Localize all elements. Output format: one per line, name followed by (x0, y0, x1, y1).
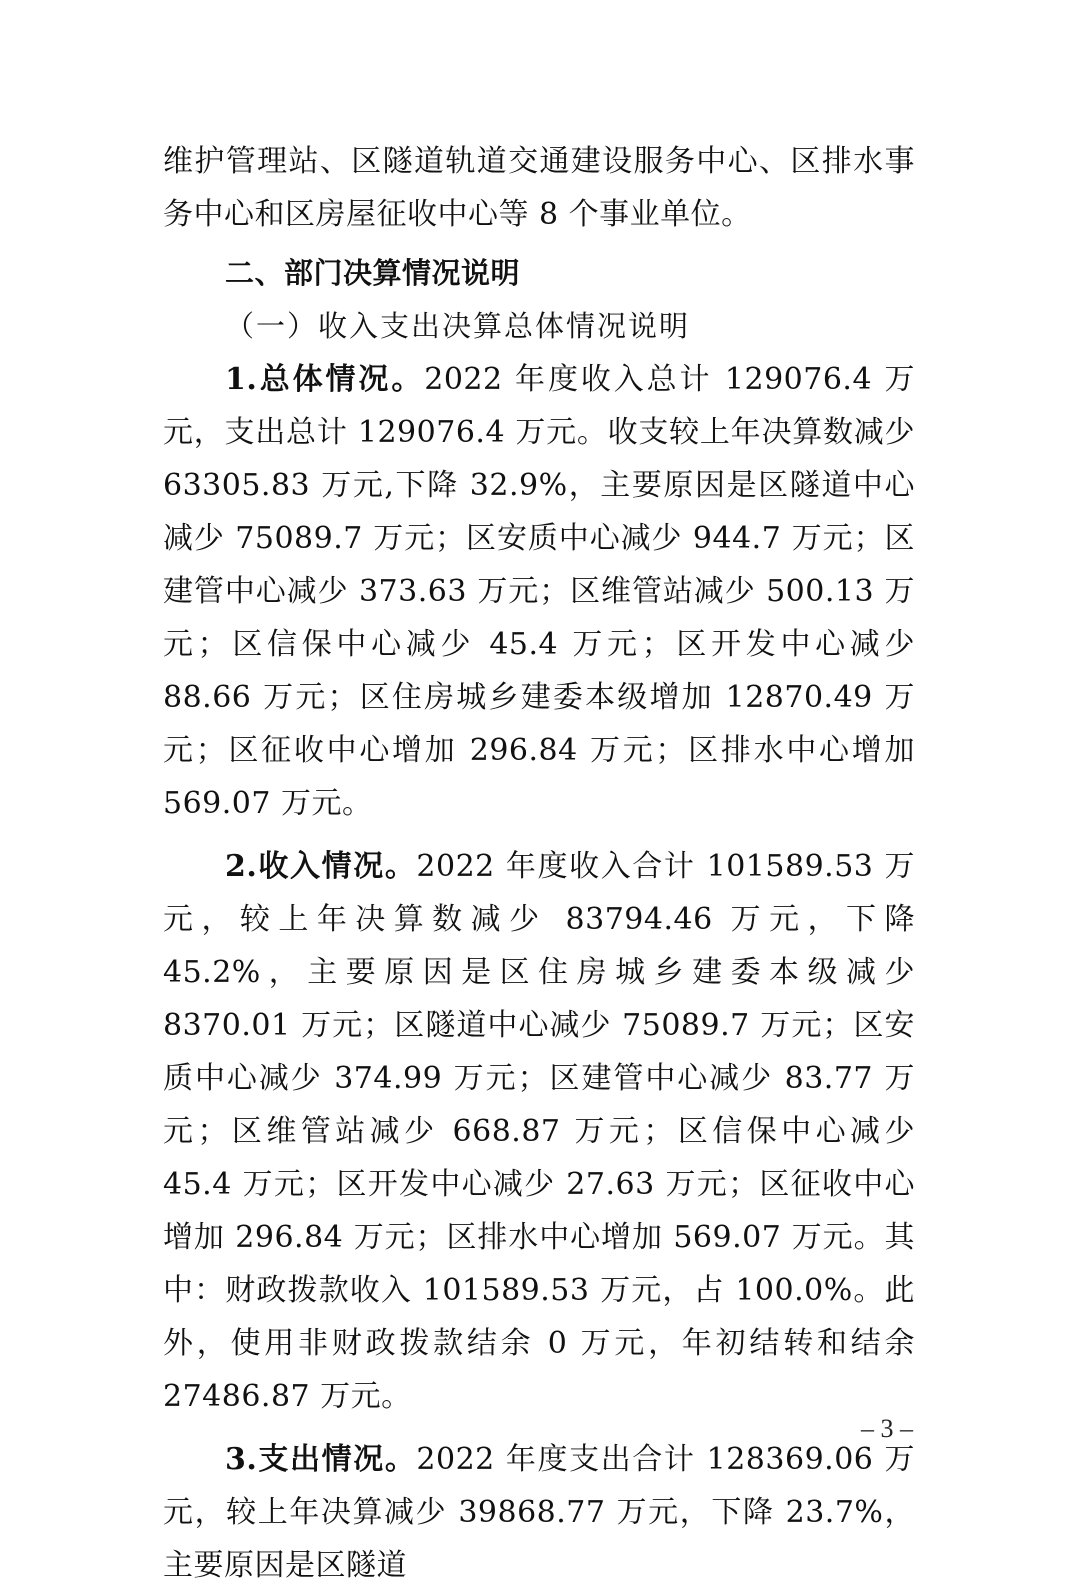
section-heading: 二、部门决算情况说明 (225, 256, 521, 290)
document-body (163, 135, 915, 1592)
continuation-paragraph: 维护管理站、区隧道轨道交通建设服务中心、区排水事务中心和区房屋征收中心等 8 个事业单位。 (163, 144, 915, 232)
overall-situation-text: 2022 年度收入总计 129076.4 万元，支出总计 129076.4 万元。收支较上年决算数减少 63305.83 万元,下降 32.9%，主要原因是区隧道中心减少 75089.7 万元；区安质中心减少 944.7 万元；区建管中心减少 373.63 万元；区维管站减少 500.13 万元；区信保中心减少 45.4 万元；区开发中心减少 88.66 万元；区住房城乡建委本级增加 12870.49 万元；区征收中心增加 296.84 万元；区排水中心增加 569.07 万元。 (163, 362, 915, 821)
income-situation-text: 2022 年度收入合计 101589.53 万元，较上年决算数减少 83794.46 万元，下降 45.2%，主要原因是区住房城乡建委本级减少 8370.01 万元；区隧道中心减少 75089.7 万元；区安质中心减少 374.99 万元；区建管中心减少 83.77 万元；区维管站减少 668.87 万元；区信保中心减少 45.4 万元；区开发中心减少 27.63 万元；区征收中心增加 296.84 万元；区排水中心增加 569.07 万元。其中：财政拨款收入 101589.53 万元，占 100.0%。此外，使用非财政拨款结余 0 万元，年初结转和结余 27486.87 万元。 (163, 849, 915, 1414)
income-situation-paragraph (163, 840, 915, 1423)
overall-situation-paragraph (163, 353, 915, 830)
expenditure-situation-lead: 3.支出情况。 (225, 1442, 417, 1477)
overall-situation-lead: 1.总体情况。 (225, 362, 425, 397)
expenditure-situation-paragraph (163, 1433, 915, 1592)
expenditure-situation-text: 2022 年度支出合计 128369.06 万元，较上年决算减少 39868.77 万元，下降 23.7%，主要原因是区隧道 (163, 1442, 915, 1583)
page-number: – 3 – (861, 1414, 913, 1443)
subsection-heading: （一）收入支出决算总体情况说明 (225, 309, 691, 343)
income-situation-lead: 2.收入情况。 (225, 849, 417, 884)
